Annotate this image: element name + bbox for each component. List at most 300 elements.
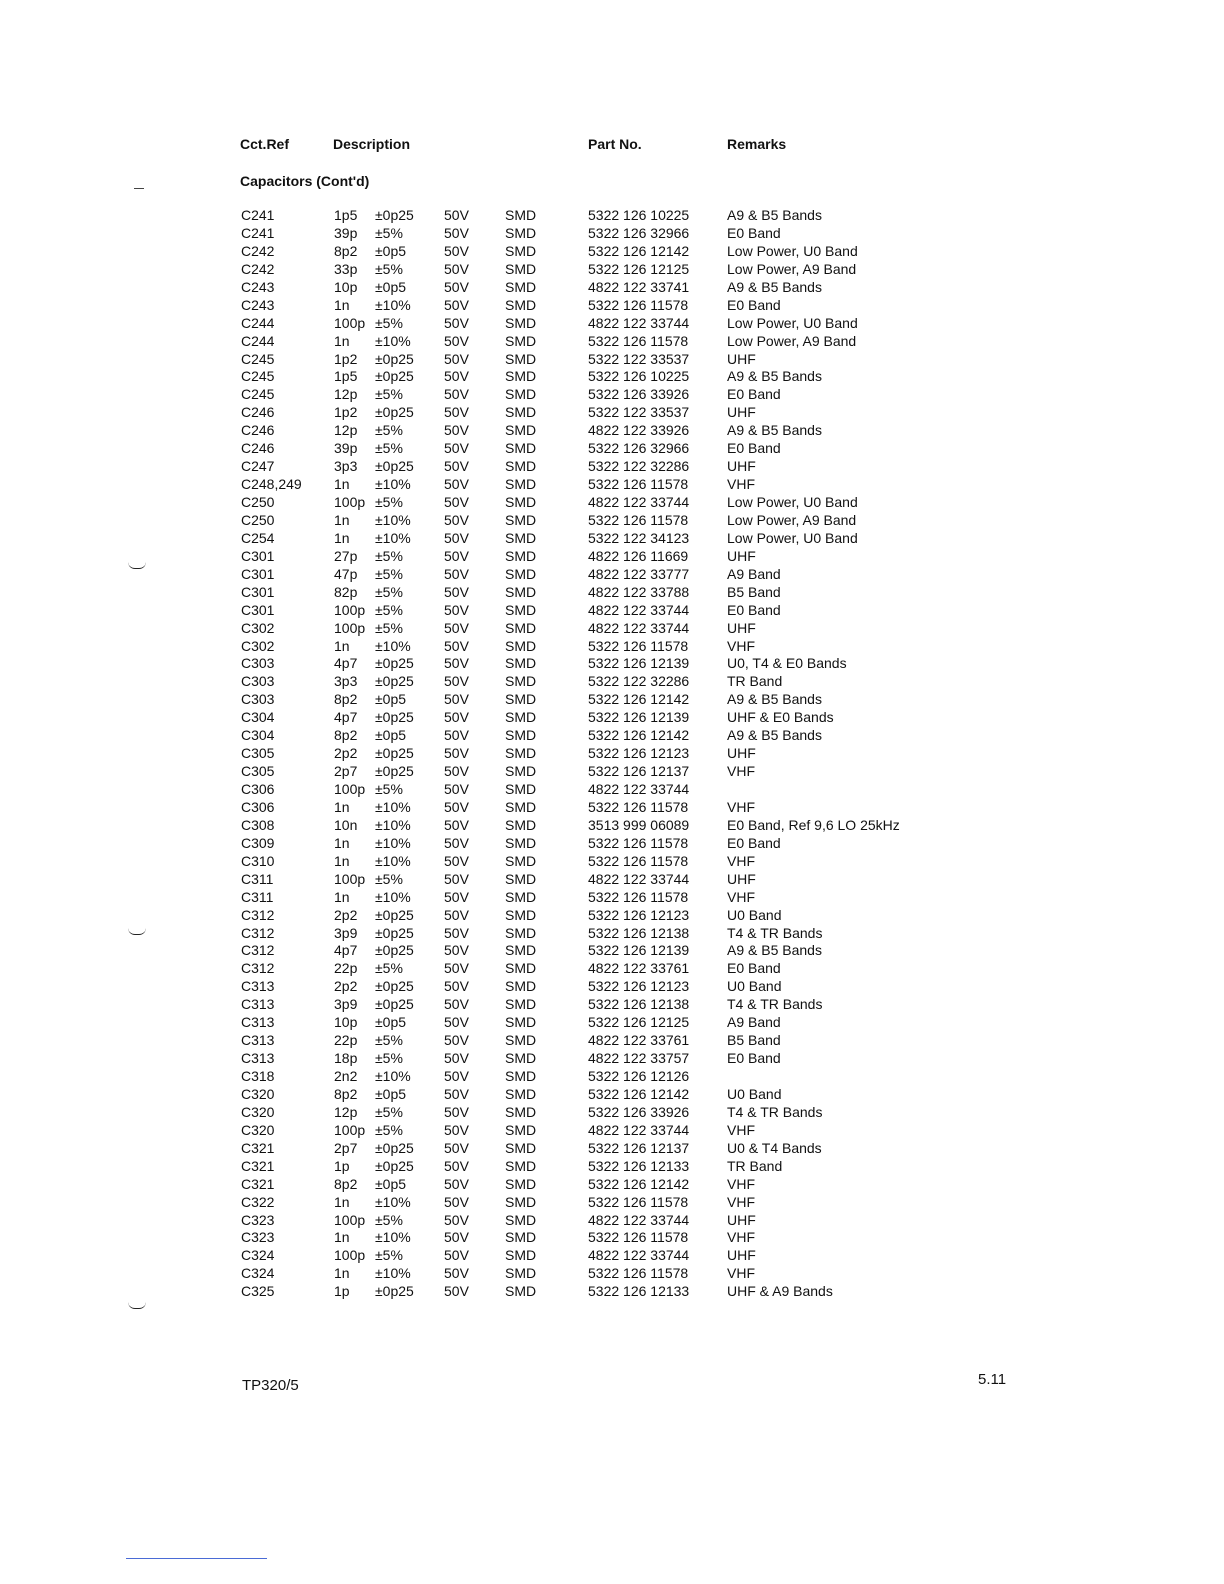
cct-ref-cell: C241 — [241, 207, 275, 223]
value-cell: 3p3 — [334, 673, 358, 690]
remarks-cell: E0 Band — [727, 440, 781, 457]
remarks-cell: UHF & E0 Bands — [727, 709, 834, 726]
value-cell: 1n — [334, 529, 350, 546]
table-row — [0, 566, 1224, 584]
type-cell: SMD — [505, 601, 537, 618]
table-row — [0, 907, 1224, 925]
table-row — [0, 512, 1224, 530]
value-cell: 1n — [334, 296, 350, 313]
type-cell: SMD — [505, 996, 537, 1013]
cct-ref-cell: C306 — [241, 798, 275, 815]
voltage-cell: 50V — [444, 296, 469, 313]
type-cell: SMD — [505, 242, 537, 259]
remarks-cell: E0 Band — [727, 834, 781, 851]
cct-ref-cell: C324 — [241, 1265, 275, 1282]
cct-ref-cell: C312 — [241, 960, 275, 977]
value-cell: 10p — [334, 278, 358, 295]
part-no-cell: 5322 126 32966 — [588, 440, 690, 457]
remarks-cell: A9 & B5 Bands — [727, 942, 822, 959]
part-no-cell: 4822 122 33744 — [588, 314, 690, 331]
remarks-cell: UHF — [727, 870, 756, 887]
table-row — [0, 1104, 1224, 1122]
cct-ref-cell: C313 — [241, 996, 275, 1013]
table-row — [0, 709, 1224, 727]
cct-ref-cell: C301 — [241, 565, 275, 582]
value-cell: 1n — [334, 1193, 350, 1210]
part-no-cell: 4822 122 33744 — [588, 601, 690, 618]
part-no-cell: 3513 999 06089 — [588, 816, 690, 833]
tolerance-cell: ±5% — [375, 422, 403, 439]
tolerance-cell: ±0p5 — [375, 242, 407, 259]
remarks-cell: VHF — [727, 637, 755, 654]
cct-ref-cell: C244 — [241, 314, 275, 331]
remarks-cell: A9 & B5 Bands — [727, 278, 822, 295]
table-row — [0, 781, 1224, 799]
type-cell: SMD — [505, 709, 537, 726]
table-row — [0, 1212, 1224, 1230]
tolerance-cell: ±0p25 — [375, 368, 414, 385]
cct-ref-cell: C306 — [241, 781, 275, 797]
table-row — [0, 297, 1224, 315]
table-row — [0, 942, 1224, 960]
remarks-cell: TR Band — [727, 1157, 783, 1174]
voltage-cell: 50V — [444, 1175, 469, 1192]
cct-ref-cell: C245 — [241, 386, 275, 403]
part-no-cell: 5322 126 12139 — [588, 942, 690, 959]
part-no-cell: 5322 122 34123 — [588, 529, 690, 546]
type-cell: SMD — [505, 816, 537, 833]
remarks-cell: A9 Band — [727, 565, 781, 582]
header-description: Description — [333, 136, 411, 152]
type-cell: SMD — [505, 1050, 537, 1067]
value-cell: 1n — [334, 1265, 350, 1282]
cct-ref-cell: C303 — [241, 691, 275, 708]
voltage-cell: 50V — [444, 745, 469, 762]
remarks-cell: U0 Band — [727, 906, 782, 923]
table-row — [0, 548, 1224, 566]
tolerance-cell: ±5% — [375, 260, 403, 277]
cct-ref-cell: C313 — [241, 978, 275, 995]
value-cell: 1n — [334, 511, 350, 528]
tolerance-cell: ±5% — [375, 583, 403, 600]
value-cell: 8p2 — [334, 1175, 358, 1192]
remarks-cell: A9 & B5 Bands — [727, 207, 822, 223]
tolerance-cell: ±5% — [375, 960, 403, 977]
part-no-cell: 4822 122 33926 — [588, 422, 690, 439]
voltage-cell: 50V — [444, 763, 469, 780]
part-no-cell: 5322 122 33537 — [588, 350, 690, 367]
table-row — [0, 602, 1224, 620]
tolerance-cell: ±5% — [375, 1211, 403, 1228]
type-cell: SMD — [505, 476, 537, 493]
cct-ref-cell: C320 — [241, 1103, 275, 1120]
remarks-cell: VHF — [727, 1121, 755, 1138]
tolerance-cell: ±0p25 — [375, 709, 414, 726]
value-cell: 1p — [334, 1283, 350, 1300]
type-cell: SMD — [505, 852, 537, 869]
type-cell: SMD — [505, 798, 537, 815]
value-cell: 1p — [334, 1157, 350, 1174]
value-cell: 100p — [334, 1211, 366, 1228]
tolerance-cell: ±0p25 — [375, 942, 414, 959]
voltage-cell: 50V — [444, 1121, 469, 1138]
remarks-cell: UHF — [727, 547, 756, 564]
value-cell: 39p — [334, 224, 358, 241]
remarks-cell: A9 & B5 Bands — [727, 691, 822, 708]
tolerance-cell: ±0p5 — [375, 691, 407, 708]
section-title: Capacitors (Cont'd) — [240, 173, 370, 189]
tolerance-cell: ±5% — [375, 440, 403, 457]
table-row — [0, 1068, 1224, 1086]
table-row — [0, 1176, 1224, 1194]
value-cell: 4p7 — [334, 655, 358, 672]
type-cell: SMD — [505, 386, 537, 403]
type-cell: SMD — [505, 458, 537, 475]
voltage-cell: 50V — [444, 996, 469, 1013]
cct-ref-cell: C311 — [241, 870, 274, 887]
table-row — [0, 745, 1224, 763]
table-row — [0, 763, 1224, 781]
table-row — [0, 404, 1224, 422]
voltage-cell: 50V — [444, 494, 469, 510]
voltage-cell: 50V — [444, 1103, 469, 1120]
remarks-cell: E0 Band — [727, 296, 781, 313]
value-cell: 8p2 — [334, 691, 358, 708]
remarks-cell: VHF — [727, 763, 755, 780]
voltage-cell: 50V — [444, 781, 469, 797]
part-no-cell: 5322 126 12137 — [588, 1139, 690, 1156]
tolerance-cell: ±10% — [375, 529, 411, 546]
type-cell: SMD — [505, 655, 537, 672]
part-no-cell: 5322 126 12125 — [588, 260, 690, 277]
value-cell: 2p2 — [334, 906, 358, 923]
tolerance-cell: ±0p5 — [375, 727, 407, 744]
table-row — [0, 333, 1224, 351]
part-no-cell: 5322 126 11578 — [588, 852, 689, 869]
cct-ref-cell: C321 — [241, 1139, 275, 1156]
cct-ref-cell: C302 — [241, 619, 275, 636]
voltage-cell: 50V — [444, 1085, 469, 1102]
tolerance-cell: ±5% — [375, 870, 403, 887]
value-cell: 33p — [334, 260, 358, 277]
value-cell: 2p2 — [334, 978, 358, 995]
voltage-cell: 50V — [444, 1068, 469, 1084]
type-cell: SMD — [505, 1103, 537, 1120]
tolerance-cell: ±0p5 — [375, 1014, 407, 1031]
table-row — [0, 476, 1224, 494]
voltage-cell: 50V — [444, 906, 469, 923]
cct-ref-cell: C303 — [241, 655, 275, 672]
type-cell: SMD — [505, 1229, 537, 1246]
remarks-cell: VHF — [727, 852, 755, 869]
type-cell: SMD — [505, 924, 537, 941]
type-cell: SMD — [505, 565, 537, 582]
value-cell: 2p2 — [334, 745, 358, 762]
tolerance-cell: ±10% — [375, 1193, 411, 1210]
tolerance-cell: ±10% — [375, 834, 411, 851]
voltage-cell: 50V — [444, 565, 469, 582]
remarks-cell: UHF — [727, 1211, 756, 1228]
tolerance-cell: ±0p25 — [375, 404, 414, 421]
tolerance-cell: ±5% — [375, 619, 403, 636]
tolerance-cell: ±5% — [375, 224, 403, 241]
value-cell: 12p — [334, 386, 358, 403]
voltage-cell: 50V — [444, 350, 469, 367]
voltage-cell: 50V — [444, 673, 469, 690]
value-cell: 1n — [334, 1229, 350, 1246]
part-no-cell: 5322 126 12139 — [588, 655, 690, 672]
part-no-cell: 5322 126 11578 — [588, 296, 689, 313]
voltage-cell: 50V — [444, 1265, 469, 1282]
table-row — [0, 315, 1224, 333]
table-row — [0, 1265, 1224, 1283]
table-row — [0, 835, 1224, 853]
value-cell: 1p2 — [334, 350, 358, 367]
voltage-cell: 50V — [444, 619, 469, 636]
cct-ref-cell: C244 — [241, 332, 275, 349]
table-row — [0, 978, 1224, 996]
value-cell: 10p — [334, 1014, 358, 1031]
cct-ref-cell: C246 — [241, 404, 275, 421]
value-cell: 12p — [334, 422, 358, 439]
remarks-cell: Low Power, A9 Band — [727, 332, 857, 349]
tolerance-cell: ±5% — [375, 1050, 403, 1067]
value-cell: 39p — [334, 440, 358, 457]
margin-dash-mark — [134, 188, 144, 189]
part-no-cell: 4822 122 33744 — [588, 870, 690, 887]
voltage-cell: 50V — [444, 942, 469, 959]
voltage-cell: 50V — [444, 547, 469, 564]
table-row — [0, 1050, 1224, 1068]
cct-ref-cell: C243 — [241, 296, 275, 313]
voltage-cell: 50V — [444, 601, 469, 618]
tolerance-cell: ±5% — [375, 547, 403, 564]
table-row — [0, 207, 1224, 225]
part-no-cell: 5322 126 12123 — [588, 906, 690, 923]
remarks-cell: UHF — [727, 745, 756, 762]
tolerance-cell: ±10% — [375, 1229, 411, 1246]
tolerance-cell: ±0p5 — [375, 1085, 407, 1102]
remarks-cell: U0 Band — [727, 1085, 782, 1102]
table-row — [0, 1194, 1224, 1212]
cct-ref-cell: C311 — [241, 888, 274, 905]
type-cell: SMD — [505, 224, 537, 241]
value-cell: 1p5 — [334, 368, 358, 385]
remarks-cell: T4 & TR Bands — [727, 1103, 823, 1120]
remarks-cell: UHF — [727, 350, 756, 367]
type-cell: SMD — [505, 942, 537, 959]
cct-ref-cell: C304 — [241, 727, 275, 744]
cct-ref-cell: C312 — [241, 942, 275, 959]
table-row — [0, 655, 1224, 673]
tolerance-cell: ±10% — [375, 476, 411, 493]
table-row — [0, 871, 1224, 889]
value-cell: 3p9 — [334, 924, 358, 941]
value-cell: 100p — [334, 781, 366, 797]
remarks-cell: Low Power, U0 Band — [727, 494, 858, 510]
voltage-cell: 50V — [444, 529, 469, 546]
remarks-cell: U0 & T4 Bands — [727, 1139, 822, 1156]
value-cell: 3p3 — [334, 458, 358, 475]
value-cell: 1n — [334, 332, 350, 349]
table-row — [0, 261, 1224, 279]
part-no-cell: 4822 122 33744 — [588, 1121, 690, 1138]
part-no-cell: 5322 126 11578 — [588, 888, 689, 905]
part-no-cell: 5322 126 12133 — [588, 1283, 690, 1300]
tolerance-cell: ±0p25 — [375, 745, 414, 762]
type-cell: SMD — [505, 763, 537, 780]
tolerance-cell: ±0p25 — [375, 906, 414, 923]
voltage-cell: 50V — [444, 978, 469, 995]
type-cell: SMD — [505, 314, 537, 331]
remarks-cell: A9 & B5 Bands — [727, 727, 822, 744]
type-cell: SMD — [505, 619, 537, 636]
tolerance-cell: ±0p25 — [375, 207, 414, 223]
value-cell: 27p — [334, 547, 358, 564]
voltage-cell: 50V — [444, 476, 469, 493]
part-no-cell: 5322 126 11578 — [588, 332, 689, 349]
type-cell: SMD — [505, 583, 537, 600]
value-cell: 1p5 — [334, 207, 358, 223]
table-row — [0, 1140, 1224, 1158]
voltage-cell: 50V — [444, 368, 469, 385]
value-cell: 4p7 — [334, 942, 358, 959]
voltage-cell: 50V — [444, 1032, 469, 1049]
remarks-cell: T4 & TR Bands — [727, 996, 823, 1013]
type-cell: SMD — [505, 1283, 537, 1300]
part-no-cell: 4822 122 33777 — [588, 565, 690, 582]
table-row — [0, 1158, 1224, 1176]
cct-ref-cell: C313 — [241, 1014, 275, 1031]
table-row — [0, 799, 1224, 817]
voltage-cell: 50V — [444, 1247, 469, 1264]
part-no-cell: 4822 122 33744 — [588, 494, 690, 510]
type-cell: SMD — [505, 781, 537, 797]
remarks-cell: Low Power, U0 Band — [727, 529, 858, 546]
cct-ref-cell: C323 — [241, 1229, 275, 1246]
part-no-cell: 5322 126 32966 — [588, 224, 690, 241]
part-no-cell: 5322 126 12138 — [588, 996, 690, 1013]
table-row — [0, 1122, 1224, 1140]
part-no-cell: 5322 126 11578 — [588, 476, 689, 493]
type-cell: SMD — [505, 1211, 537, 1228]
table-row — [0, 925, 1224, 943]
value-cell: 8p2 — [334, 727, 358, 744]
remarks-cell: A9 & B5 Bands — [727, 422, 822, 439]
type-cell: SMD — [505, 440, 537, 457]
table-row — [0, 458, 1224, 476]
remarks-cell: VHF — [727, 888, 755, 905]
tolerance-cell: ±0p25 — [375, 1139, 414, 1156]
part-no-cell: 5322 126 33926 — [588, 1103, 690, 1120]
type-cell: SMD — [505, 1265, 537, 1282]
table-row — [0, 1229, 1224, 1247]
tolerance-cell: ±0p25 — [375, 1157, 414, 1174]
remarks-cell: VHF — [727, 1193, 755, 1210]
tolerance-cell: ±10% — [375, 637, 411, 654]
table-row — [0, 225, 1224, 243]
tolerance-cell: ±0p25 — [375, 978, 414, 995]
tolerance-cell: ±5% — [375, 781, 403, 797]
table-row — [0, 440, 1224, 458]
voltage-cell: 50V — [444, 332, 469, 349]
type-cell: SMD — [505, 673, 537, 690]
value-cell: 47p — [334, 565, 358, 582]
remarks-cell: A9 Band — [727, 1014, 781, 1031]
voltage-cell: 50V — [444, 1193, 469, 1210]
cct-ref-cell: C308 — [241, 816, 275, 833]
voltage-cell: 50V — [444, 207, 469, 223]
remarks-cell: E0 Band, Ref 9,6 LO 25kHz — [727, 816, 900, 833]
type-cell: SMD — [505, 906, 537, 923]
voltage-cell: 50V — [444, 727, 469, 744]
remarks-cell: UHF & A9 Bands — [727, 1283, 833, 1300]
value-cell: 82p — [334, 583, 358, 600]
table-row — [0, 1247, 1224, 1265]
table-row — [0, 673, 1224, 691]
table-row — [0, 422, 1224, 440]
part-no-cell: 5322 126 12142 — [588, 691, 690, 708]
type-cell: SMD — [505, 1121, 537, 1138]
type-cell: SMD — [505, 870, 537, 887]
type-cell: SMD — [505, 960, 537, 977]
part-no-cell: 5322 122 32286 — [588, 458, 690, 475]
voltage-cell: 50V — [444, 709, 469, 726]
voltage-cell: 50V — [444, 1157, 469, 1174]
remarks-cell: VHF — [727, 1175, 755, 1192]
value-cell: 1p2 — [334, 404, 358, 421]
remarks-cell: U0, T4 & E0 Bands — [727, 655, 847, 672]
remarks-cell: Low Power, A9 Band — [727, 511, 857, 528]
voltage-cell: 50V — [444, 1283, 469, 1300]
voltage-cell: 50V — [444, 242, 469, 259]
remarks-cell: TR Band — [727, 673, 783, 690]
tolerance-cell: ±5% — [375, 314, 403, 331]
cct-ref-cell: C301 — [241, 547, 275, 564]
value-cell: 100p — [334, 494, 366, 510]
cct-ref-cell: C248,249 — [241, 476, 302, 493]
voltage-cell: 50V — [444, 314, 469, 331]
tolerance-cell: ±0p25 — [375, 763, 414, 780]
remarks-cell: VHF — [727, 1265, 755, 1282]
value-cell: 8p2 — [334, 242, 358, 259]
remarks-cell: B5 Band — [727, 583, 781, 600]
voltage-cell: 50V — [444, 834, 469, 851]
tolerance-cell: ±10% — [375, 332, 411, 349]
voltage-cell: 50V — [444, 960, 469, 977]
table-row — [0, 1032, 1224, 1050]
table-row — [0, 889, 1224, 907]
table-row — [0, 530, 1224, 548]
value-cell: 1n — [334, 476, 350, 493]
part-no-cell: 5322 122 32286 — [588, 673, 690, 690]
table-row — [0, 243, 1224, 261]
tolerance-cell: ±0p5 — [375, 278, 407, 295]
type-cell: SMD — [505, 1139, 537, 1156]
remarks-cell: VHF — [727, 1229, 755, 1246]
value-cell: 2p7 — [334, 1139, 358, 1156]
part-no-cell: 5322 126 12123 — [588, 978, 690, 995]
cct-ref-cell: C318 — [241, 1068, 275, 1084]
cct-ref-cell: C321 — [241, 1175, 275, 1192]
value-cell: 8p2 — [334, 1085, 358, 1102]
value-cell: 2p7 — [334, 763, 358, 780]
remarks-cell: UHF — [727, 458, 756, 475]
tolerance-cell: ±10% — [375, 1265, 411, 1282]
part-no-cell: 5322 126 12138 — [588, 924, 690, 941]
remarks-cell: E0 Band — [727, 601, 781, 618]
type-cell: SMD — [505, 1085, 537, 1102]
